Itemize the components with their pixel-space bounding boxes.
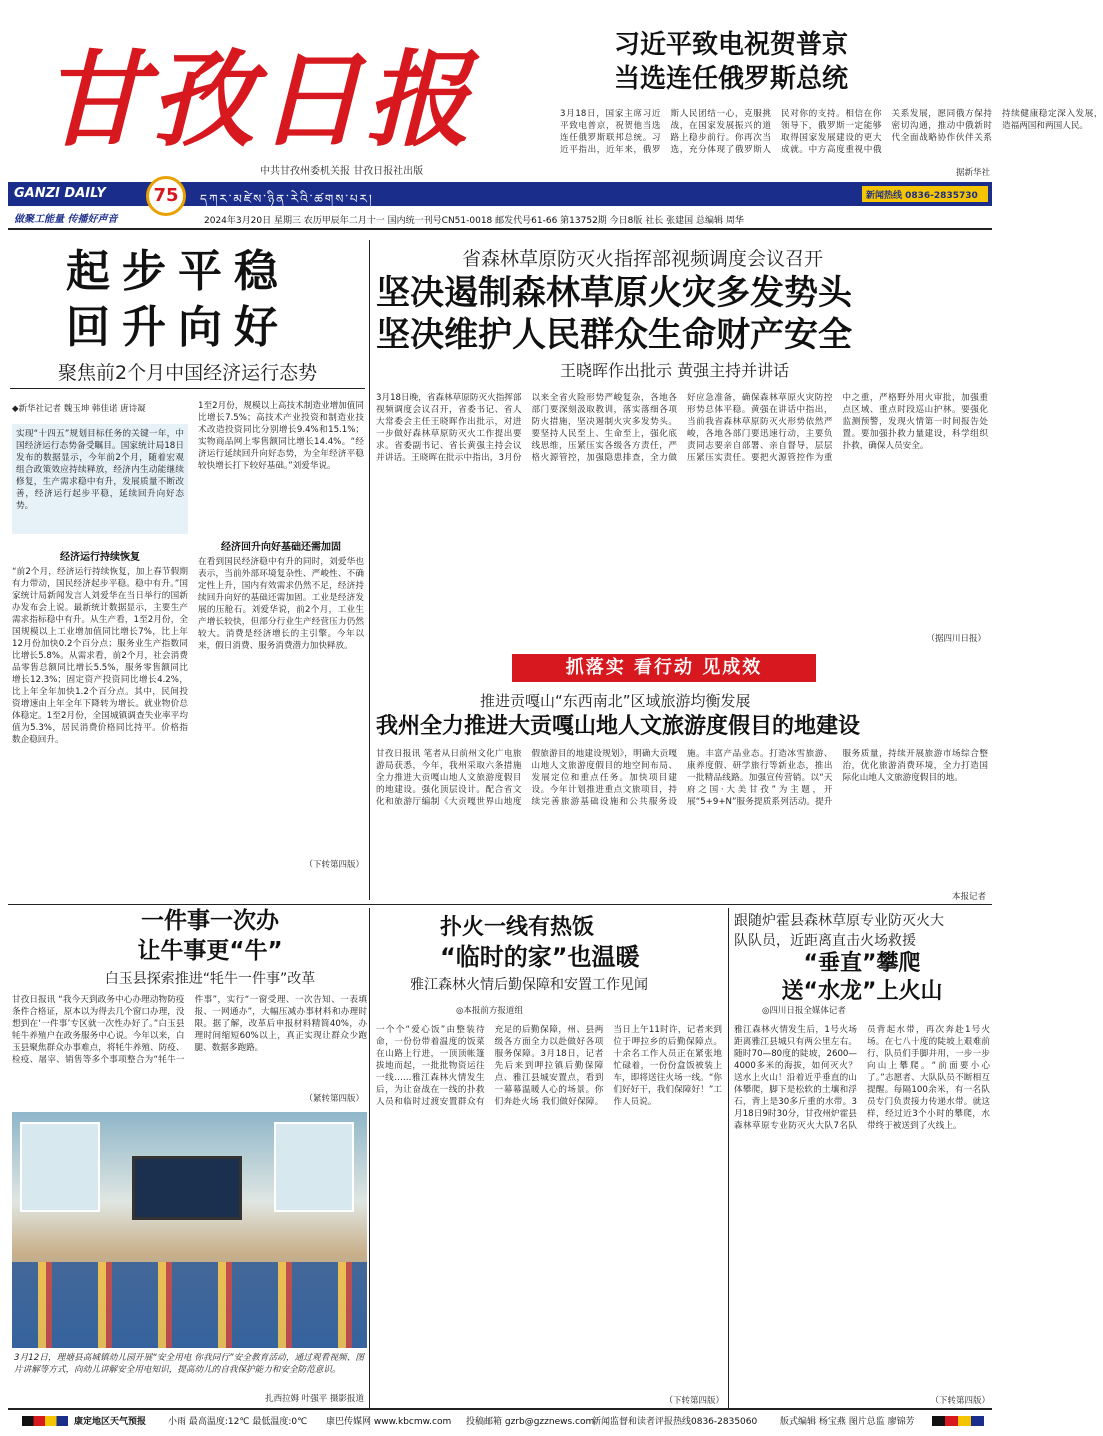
anniversary-badge — [146, 176, 186, 216]
lead-right-headline-2: 坚决维护人民群众生命财产安全 — [376, 315, 852, 355]
relief-headline-2: “临时的家”也温暖 — [440, 943, 640, 971]
color-swatches-right — [932, 1416, 984, 1426]
anniversary-number: 75 — [153, 185, 179, 206]
date-line: 2024年3月20日 星期三 农历甲辰年二月十一 国内统一刊号CN51-0018 邮发代号61-66 第13752期 今日8版 社长 张建国 总编辑 周华 — [204, 216, 744, 226]
lead-left-section-1: 经济运行持续恢复 — [60, 552, 140, 563]
climb-headline-2: 送“水龙”上火山 — [781, 979, 943, 1004]
lead-right-kicker: 省森林草原防灭火指挥部视频调度会议召开 — [462, 248, 824, 270]
relief-source: （下转第四版） — [664, 1396, 724, 1406]
website: 康巴传媒网 www.kbcmw.com — [326, 1417, 452, 1427]
lead-left-byline: ◆新华社记者 魏玉坤 韩佳诺 唐诗凝 — [12, 404, 146, 414]
lead-left-headline-2: 回升向好 — [66, 302, 290, 353]
climb-kicker-2: 队队员，近距离直击火场救援 — [734, 933, 916, 949]
tourism-body: 甘孜日报讯 笔者从日前州文化广电旅游局获悉，今年，我州采取六条措施全力推进大贡嘎山地人文旅游度假目的地建设。强化顶层设计。配合省文化和旅游厅编制《大贡嘎世界山地度假旅游目的地建设规划》，明确大贡嘎山地人文旅游度假目的地空间布局、发展定位和重点任务。加快项目建设。今年计划推进重点文旅项目，持续完善旅游基础设施和公共服务设施。丰富产品业态。打造冰雪旅游、康养度假、研学旅行等新业态，推出一批精品线路。加强宣传营销。以“天府之国·大美甘孜”为主题，开展“5+9+N”服务提质系列活动。提升服务质量，持续开展旅游市场综合整治，优化旅游消费环境，全力打造国际化山地人文旅游度假目的地。 — [376, 749, 988, 807]
top-article-body: 3月18日，国家主席习近平致电普京，祝贺他当选连任俄罗斯联邦总统。习近平指出，近年来，俄罗斯人民团结一心，克服挑战，在国家发展振兴的道路上稳步前行。你再次当选，充分体现了俄罗斯人民对你的支持。相信在你领导下，俄罗斯一定能够取得国家发展建设的更大成就。中方高度重视中俄关系发展，愿同俄方保持密切沟通，推动中俄新时代全面战略协作伙伴关系持续健康稳定深入发展，造福两国和两国人民。 — [560, 109, 1103, 155]
photo-window — [20, 1122, 100, 1212]
lead-right-source: （据四川日报） — [926, 634, 986, 644]
weather-label: 康定地区天气预报 — [74, 1417, 147, 1427]
top-headline-2: 当选连任俄罗斯总统 — [614, 64, 849, 94]
relief-body: 一个个“爱心饭”由整装待命，一份份带着温度的饭菜在山路上行进，一顶顶帐篷拔地而起，一批批物资运往一线……雅江森林火情发生后，为让奋战在一线的扑救人员和临时过渡安置群众有充足的后勤保障，州、县两级各方面全力以赴做好各项服务保障。3月18日，记者先后来到呷拉镇后勤保障点、雅江县城安置点，看到一幕幕温暖人心的场景。你们奔赴火场 我们做好保障。当日上午11时许，记者来到位于呷拉乡的后勤保障点。十余名工作人员正在紧张地忙碌着，一份份盒饭被装上车，即将送往火场一线。“你们好好干，我们保障好！”工作人员说。 — [376, 1025, 722, 1107]
column-divider — [369, 240, 370, 900]
lead-left-rule — [10, 388, 365, 389]
lead-left-continue: （下转第四版） — [304, 860, 364, 870]
photo-screen — [132, 1156, 242, 1220]
climb-body: 雅江森林火情发生后，1号火场距离雅江县城只有两公里左右。随时70—80度的陡坡，2600—4000多米的海拔，如何灭火？送水上火山！沿着近乎垂直的山体攀爬，脚下是松软的土壤和浮石，背上是30多斤重的水带。3月18日9时30分，甘孜州炉霍县森林草原专业防灭火大队7名队员背起水带，再次奔赴1号火场。在七八十度的陡坡上艰难前行，队员们手脚并用，一步一步向山上攀爬。“前面要小心了。”志愿者、大队队员不断相互提醒。每隔100余米，有一名队员专门负责接力传递水带。就这样，经过近3个小时的攀爬，水带终于被送到了火线上。 — [734, 1025, 990, 1131]
lower-divider-2 — [728, 908, 729, 1408]
lead-right-subhead: 王晓晖作出批示 黄强主持并讲话 — [560, 361, 790, 380]
hotline-text: 新闻热线 0836-2835730 — [866, 191, 978, 201]
photo-caption: 3月12日，理塘县高城镇幼儿园开展“安全用电 你我同行”安全教育活动，通过观看视频、图片讲解等方式，向幼儿讲解安全用电知识，提高幼儿的自我保护能力和安全防范意识。 — [14, 1353, 364, 1375]
lead-left-subhead: 聚焦前2个月中国经济运行态势 — [58, 362, 318, 384]
lead-left-intro-text: 实现“十四五”规划目标任务的关键一年，中国经济运行态势备受瞩目。国家统计局18日发布的数据显示，今年前2个月，随着宏观组合政策效应持续释放，经济内生动能继续修复，生产需求稳中有升，发展质量不断改善，经济运行起步平稳，延续回升向好态势。 — [16, 429, 184, 511]
climb-headline-1: “垂直”攀爬 — [803, 951, 921, 976]
tourism-headline: 我州全力推进大贡嘎山地人文旅游度假目的地建设 — [376, 714, 861, 739]
lead-right-headline-1: 坚决遏制森林草原火灾多发势头 — [376, 273, 852, 313]
lead-left-headline-1: 起步平稳 — [66, 246, 290, 297]
masthead — [0, 0, 1103, 230]
lead-left-body-2: 1至2月份，规模以上高技术制造业增加值同比增长7.5%；高技术产业投资和制造业技术改造投资同比分别增长9.4%和15.1%；实物商品网上零售额同比增长14.4%。“经济运行延续回升向好态势，为全年经济平稳较快增长打下较好基础。”刘爱华说。 — [198, 401, 364, 471]
english-name: GANZI DAILY — [14, 186, 106, 201]
color-swatches-left — [22, 1416, 68, 1426]
mid-rule — [8, 904, 992, 905]
reform-subhead: 白玉县探索推进“牦牛一件事”改革 — [104, 971, 316, 987]
climb-source: （下转第四版） — [930, 1396, 990, 1406]
theme-banner-text: 抓落实 看行动 见成效 — [565, 657, 763, 678]
publisher-line: 中共甘孜州委机关报 甘孜日报社出版 — [260, 166, 424, 177]
photo-window — [274, 1122, 354, 1212]
reform-headline-2: 让牛事更“牛” — [137, 938, 283, 964]
relief-headline-1: 扑火一线有热饭 — [440, 915, 595, 940]
slogan: 做聚工能量 传播好声音 — [14, 214, 118, 225]
classroom-photo — [12, 1112, 367, 1348]
top-article-source: 据新华社 — [955, 168, 990, 178]
theme-banner — [512, 654, 816, 682]
photo-credit: 扎西拉姆 叶强平 摄影报道 — [265, 1394, 364, 1404]
reform-body: 甘孜日报讯 “我今天到政务中心办理动物防疫条件合格证，原本以为得去几个窗口办理，没想到在‘一件事’专区就一次性办好了。”白玉县牦牛养殖户在政务服务中心说。今年以来，白玉县聚焦群众办事难点，将牦牛养殖、防疫、检疫、屠宰、销售等多个事项整合为“牦牛一件事”，实行“一窗受理、一次告知、一表填报、一网通办”，大幅压减办事材料和办理时限。据了解，改革后申报材料精简40%，办理时间缩短60%以上，真正实现让群众少跑腿、数据多跑路。 — [12, 995, 367, 1065]
lead-right-body: 3月18日晚，省森林草原防灭火指挥部视频调度会议召开，省委书记、省人大常委会主任王晓晖作出批示，对进一步做好森林草原防灭火工作提出要求。省委副书记、省长黄强主持会议并讲话。王晓晖在批示中指出，3月份以来全省火险形势严峻复杂，各地各部门要深刻汲取教训，落实落细各项防火措施，坚决遏制火灾多发势头。要坚持人民至上、生命至上，强化底线思维，压紧压实各级各方责任，严格火源管控，加强隐患排查，全力做好应急准备，确保森林草原火灾防控形势总体平稳。黄强在讲话中指出，当前我省森林草原防灭火形势依然严峻，各地各部门要迅速行动，主要负责同志要亲自部署、亲自督导，层层压紧压实责任。要把火源管控作为重中之重，严格野外用火审批，加强重点区域、重点时段巡山护林。要强化监测预警，发现火情第一时间报告处置。要加强扑救力量建设，科学组织扑救，确保人员安全。 — [376, 393, 988, 463]
tibetan-name: དཀར་མཛེས་ཉིན་རེའི་ཚགས་པར། — [200, 192, 374, 206]
email: 投稿邮箱 gzrb@gzznews.com — [466, 1417, 595, 1427]
reform-headline-1: 一件事一次办 — [141, 908, 279, 934]
climb-kicker-1: 跟随炉霍县森林草原专业防灭火大 — [734, 913, 944, 929]
top-headline-1: 习近平致电祝贺普京 — [614, 30, 849, 60]
relief-subhead: 雅江森林火情后勤保障和安置工作见闻 — [410, 977, 648, 993]
relief-byline: ◎本报前方报道组 — [456, 1006, 523, 1016]
footer-bar — [8, 1408, 992, 1430]
masthead-rule — [8, 228, 992, 230]
lead-left-intro — [12, 424, 188, 534]
lead-left-section-2: 经济回升向好基础还需加固 — [221, 542, 341, 553]
lower-divider — [369, 908, 370, 1408]
lead-left-body-1: “前2个月，经济运行持续恢复，加上春节假期有力带动，国民经济起步平稳。稳中有升。”国家统计局新闻发言人刘爱华在当日举行的国新办发布会上说。最新统计数据显示，主要生产需求指标稳中有升。从生产看，1至2月份，全国规模以上工业增加值同比增长7%，比上年12月份加快0.2个百分点；服务业生产指数同比增长5.8%。从需求看，前2个月，社会消费品零售总额同比增长5.5%，服务零售额同比增长12.3%；固定资产投资同比增长4.2%，比上年全年加快1.2个百分点。其中，民间投资增速由上年全年下降转为增长。就业物价总体稳定。1至2月份，全国城镇调查失业率平均值为5.3%，居民消费价格同比持平。价格指数企稳回升。 — [12, 567, 188, 745]
print-editors: 版式编辑 杨宝燕 图片总监 廖锦芳 — [780, 1417, 915, 1427]
lead-left-body-3: 在看到国民经济稳中有升的同时，刘爱华也表示，当前外部环境复杂性、严峻性、不确定性上升，国内有效需求仍然不足，经济持续回升向好的基础还需加固。工业是经济发展的压舱石。刘爱华说，前2个月，工业生产增长较快，但部分行业生产经营压力仍然较大。消费是经济增长的主引擎。今年以来，假日消费、服务消费潜力加快释放。 — [198, 557, 364, 651]
tourism-kicker: 推进贡嘎山“东西南北”区域旅游均衡发展 — [480, 692, 751, 710]
weather-info: 小雨 最高温度:12℃ 最低温度:0℃ — [168, 1417, 308, 1427]
reform-source: （紧转第四版） — [304, 1094, 364, 1104]
tourism-source: 本报记者 — [951, 892, 986, 902]
photo-children — [12, 1262, 367, 1348]
climb-byline: ◎四川日报全媒体记者 — [762, 1006, 846, 1016]
newspaper-logo: 甘孜日报 — [42, 38, 475, 161]
reader-hotline: 新闻监督和读者评报热线0836-2835060 — [592, 1417, 758, 1427]
